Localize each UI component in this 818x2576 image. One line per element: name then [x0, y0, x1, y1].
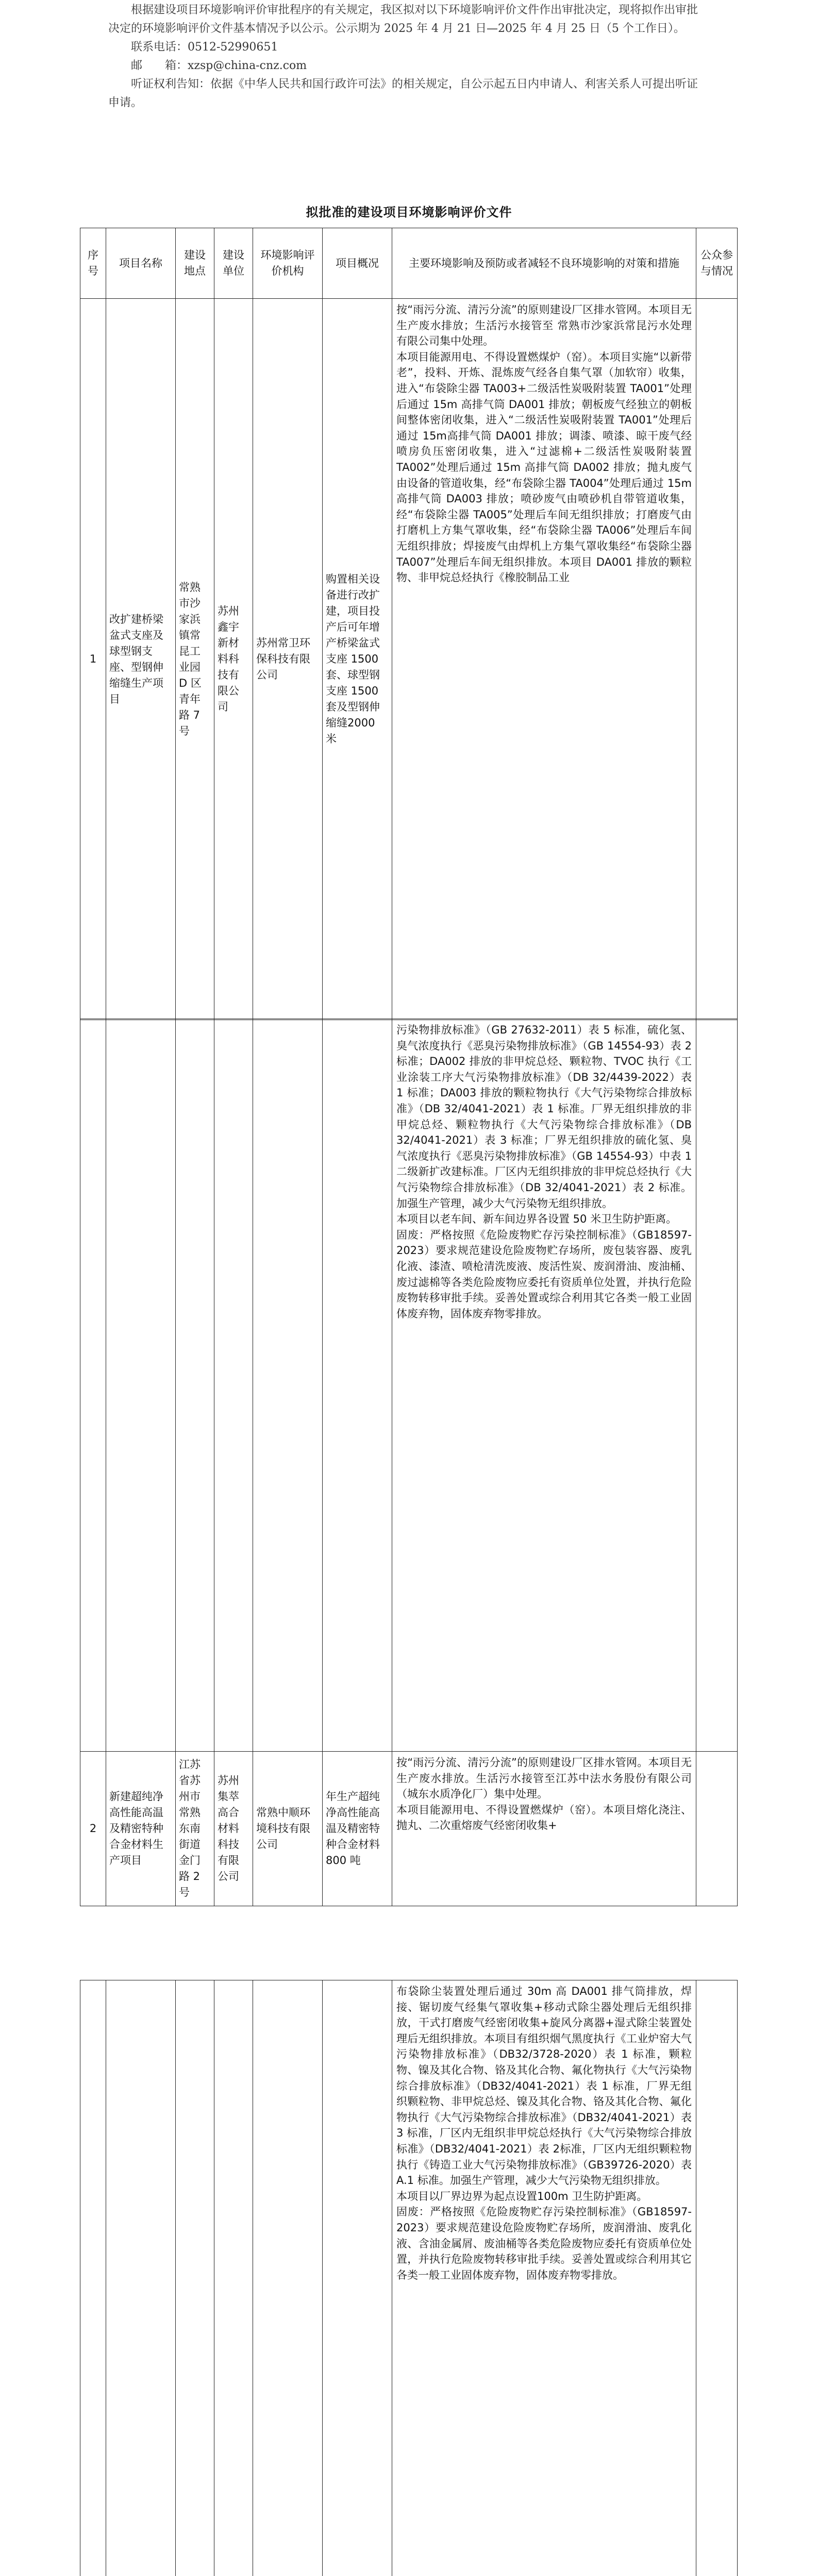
project-table: [80, 228, 738, 1020]
intro-paragraph: 根据建设项目环境影响评价审批程序的有关规定，我区拟对以下环境影响评价文件作出审批决定，现将拟作出审批决定的环境影响评价文件基本情况予以公示。公示期为 2025 年 4 月 21 日—2025 年 4 月 25 日（5 个工作日）。: [108, 4, 698, 35]
project-table-continued-2: [80, 1980, 738, 2576]
row-agency: 常熟中顺环境科技有限公司: [253, 1752, 323, 1906]
row-measures: 按“雨污分流、清污分流”的原则建设厂区排水管网。本项目无生产废水排放。生活污水接管至江苏中法水务股份有限公司（城东水质净化厂）集中处理。 本项目能源用电、不得设置燃煤炉（窑）。本项目熔化浇注、抛丸、二次重熔废气经密闭收集+: [392, 1752, 696, 1906]
contact-phone: 联系电话：0512-52990651: [131, 41, 278, 54]
table-row: [80, 1752, 738, 1906]
header-name: 项目名称: [106, 228, 176, 299]
header-measures: 主要环境影响及预防或者减轻不良环境影响的对策和措施: [392, 228, 696, 299]
row-project-name: 改扩建桥梁盆式支座及球型钢支座、型钢伸缩缝生产项目: [106, 299, 176, 1020]
intro-section: [108, 1, 701, 112]
row-agency: 苏州常卫环保科技有限公司: [253, 299, 323, 1020]
header-public: 公众参与情况: [696, 228, 738, 299]
row-public: [696, 299, 738, 1020]
contact-email: 邮 箱：xzsp@china-cnz.com: [131, 59, 307, 72]
table-header-row: [80, 228, 738, 299]
table-row: [80, 299, 738, 1020]
row-overview: 购置相关设备进行改扩建，项目投产后可年增产桥梁盆式支座 1500 套、球型钢支座 1500 套及型钢伸缩缝2000 米: [323, 299, 392, 1020]
row-measures: 按“雨污分流、清污分流”的原则建设厂区排水管网。本项目无生产废水排放；生活污水接管至 常熟市沙家浜常昆污水处理有限公司集中处理。 本项目能源用电、不得设置燃煤炉（窑）。本项目实施“以新带老”，投料、开炼、混炼废气经各自集气罩（加软帘）收集，进入“布袋除尘器 TA003+二级活性炭吸附装置 TA001”处理后通过 15m 高排气筒 DA001 排放；朝板废气经独立的朝板间整体密闭收集，进入“二级活性炭吸附装置 TA001”处理后通过 15m高排气筒 DA001 排放；调漆、喷漆、晾干废气经喷房负压密闭收集，进入“过滤棉+二级活性炭吸附装置 TA002”处理后通过 15m 高排气筒 DA002 排放；抛丸废气由设备的管道收集，经“布袋除尘器 TA004”处理后通过 15m 高排气筒 DA003 排放；喷砂废气由喷砂机自带管道收集，经“布袋除尘器 TA005”处理后车间无组织排放；打磨废气由打磨机上方集气罩收集，经“布袋除尘器 TA006”处理后车间无组织排放；焊接废气由焊机上方集气罩收集经“布袋除尘器TA007”处理后车间无组织排放。本项目 DA001 排放的颗粒物、非甲烷总烃执行《橡胶制品工业: [392, 299, 696, 1020]
row-builder: 苏州鑫宇新材料科技有限公司: [214, 299, 253, 1020]
row-location: 常熟市沙家浜镇常昆工业园 D 区青年路 7 号: [176, 299, 214, 1020]
row-measures-continued: 布袋除尘装置处理后通过 30m 高 DA001 排气筒排放，焊接、锯切废气经集气罩收集+移动式除尘器处理后无组织排放，干式打磨废气经密闭收集+旋风分离器+湿式除尘装置处理后无组织排放。本项目有组织烟气黑度执行《工业炉窑大气污染物排放标准》（DB32/3728-2020）表 1 标准，颗粒物、镍及其化合物、铬及其化合物、氟化物执行《大气污染物综合排放标准》（DB32/4041-2021）表 1 标准，厂界无组织颗粒物、非甲烷总烃、镍及其化合物、铬及其化合物、氟化物执行《大气污染物综合排放标准》（DB32/4041-2021）表 3 标准，厂区内无组织非甲烷总烃执行《大气污染物综合排放标准》（DB32/4041-2021）表 2标准，厂区内无组织颗粒物执行《铸造工业大气污染物排放标准》（GB39726-2020）表 A.1 标准。加强生产管理，减少大气污染物无组织排放。 本项目以厂界边界为起点设置100m 卫生防护距离。 固废：严格按照《危险废物贮存污染控制标准》（GB18597-2023）要求规范建设危险废物贮存场所，废润滑油、废乳化液、含油金属屑、废油桶等各类危险废物应委托有资质单位处置，并执行危险废物转移审批手续。妥善处置或综合利用其它各类一般工业固体废弃物，固体废弃物零排放。: [392, 1980, 696, 2576]
row-overview: 年生产超纯净高性能高温及精密特种合金材料800 吨: [323, 1752, 392, 1906]
header-overview: 项目概况: [323, 228, 392, 299]
row-measures-continued: 污染物排放标准》（GB 27632-2011）表 5 标准，硫化氢、臭气浓度执行《恶臭污染物排放标准》（GB 14554-93）表 2 标准；DA002 排放的非甲烷总烃、颗粒物、TVOC 执行《工业涂装工序大气污染物排放标准》（DB 32/4439-2022）表 1 标准；DA003 排放的颗粒物执行《大气污染物综合排放标准》（DB 32/4041-2021）表 1 标准。厂界无组织排放的非甲烷总烃、颗粒物执行《大气污染物综合排放标准》（DB 32/4041-2021）表 3 标准；厂界无组织排放的硫化氢、臭气浓度执行《恶臭污染物排放标准》（GB 14554-93）中表 1 二级新扩改建标准。厂区内无组织排放的非甲烷总烃执行《大气污染物综合排放标准》（DB 32/4041-2021）表 2 标准。加强生产管理，减少大气污染物无组织排放。 本项目以老车间、新车间边界各设置 50 米卫生防护距离。 固废：严格按照《危险废物贮存污染控制标准》（GB18597-2023）要求规范建设危险废物贮存场所，废包装容器、废乳化液、漆渣、喷枪清洗废液、废活性炭、废润滑油、废油桶、废过滤棉等各类危险废物应委托有资质单位处置，并执行危险废物转移审批手续。妥善处置或综合利用其它各类一般工业固体废弃物，固体废弃物零排放。: [392, 1019, 696, 1752]
row-no: 1: [80, 299, 106, 1020]
row-builder: 苏州集萃高合材料科技有限公司: [214, 1752, 253, 1906]
row-project-name: 新建超纯净高性能高温及精密特种合金材料生产项目: [106, 1752, 176, 1906]
table-row-continued: [80, 1980, 738, 2576]
header-location: 建设地点: [176, 228, 214, 299]
row-public: [696, 1752, 738, 1906]
header-no: 序号: [80, 228, 106, 299]
header-agency: 环境影响评价机构: [253, 228, 323, 299]
row-location: 江苏省苏州市常熟东南街道金门路 2 号: [176, 1752, 214, 1906]
hearing-notice: 听证权利告知：依据《中华人民共和国行政许可法》的相关规定，自公示起五日内申请人、利害关系人可提出听证申请。: [108, 78, 698, 109]
table-caption: 拟批准的建设项目环境影响评价文件: [306, 205, 512, 219]
project-table-continued: [80, 1019, 738, 1906]
row-no: 2: [80, 1752, 106, 1906]
table-row-continued: [80, 1019, 738, 1752]
header-builder: 建设单位: [214, 228, 253, 299]
